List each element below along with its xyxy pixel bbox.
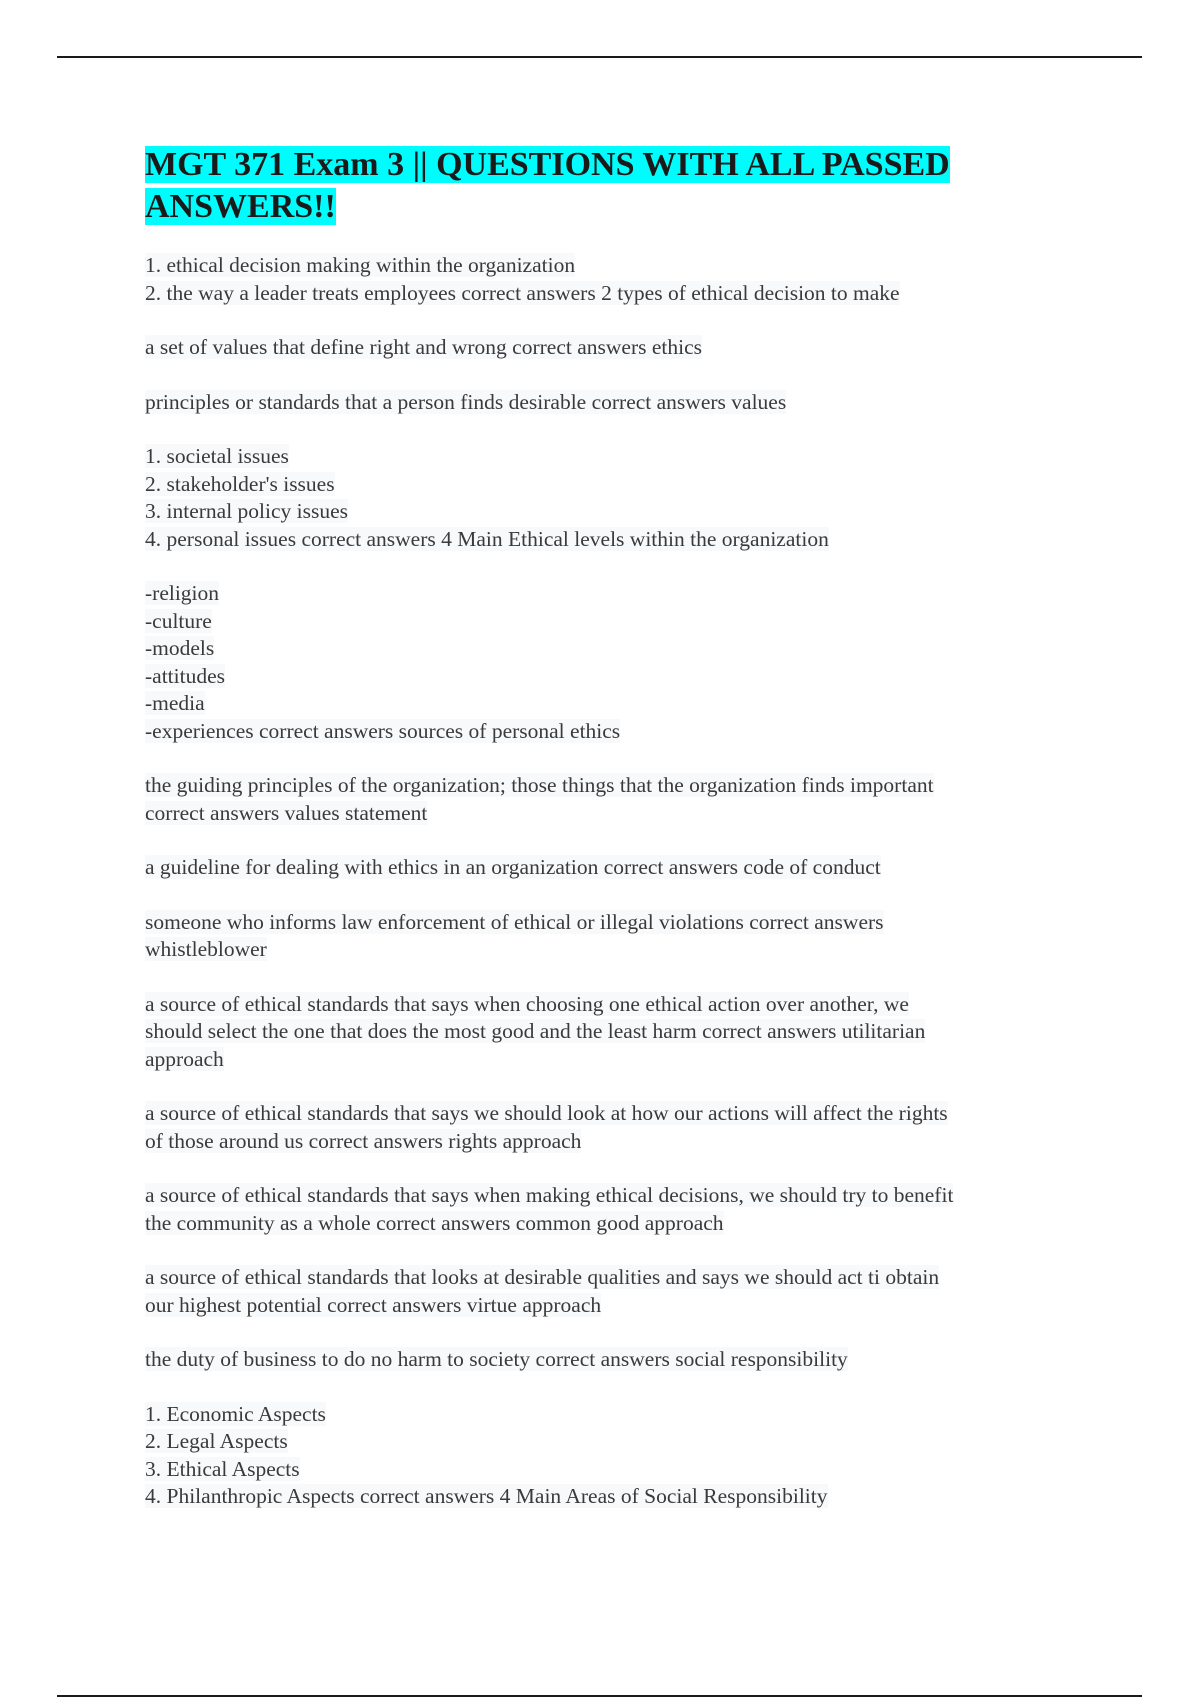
qa-line-text: should select the one that does the most good and the least harm correct answers utilitarian (145, 1019, 926, 1043)
qa-line (145, 1018, 1065, 1046)
qa-entry (145, 1100, 1065, 1155)
qa-entry (145, 1264, 1065, 1319)
qa-line (145, 526, 1065, 554)
qa-line (145, 1182, 1065, 1210)
qa-line (145, 1100, 1065, 1128)
qa-line-text: -attitudes (145, 663, 226, 688)
qa-entry (145, 1346, 1065, 1374)
qa-line (145, 471, 1065, 499)
qa-entry (145, 854, 1065, 882)
qa-entry (145, 909, 1065, 964)
qa-line-text: 4. Philanthropic Aspects correct answers 4 Main Areas of Social Responsibility (145, 1484, 828, 1508)
qa-line-text: -experiences correct answers sources of personal ethics (145, 718, 621, 743)
qa-line (145, 608, 1065, 636)
qa-line (145, 690, 1065, 718)
qa-line-text: 3. Ethical Aspects (145, 1456, 300, 1481)
qa-line-text: whistleblower (145, 937, 267, 961)
qa-entry (145, 334, 1065, 362)
qa-line-text: a source of ethical standards that says when choosing one ethical action over another, we (145, 991, 909, 1016)
qa-line (145, 1346, 1065, 1374)
qa-line-text: a source of ethical standards that says when making ethical decisions, we should try to benefit (145, 1183, 954, 1207)
document-title (145, 144, 1065, 228)
qa-line-text: the duty of business to do no harm to society correct answers social responsibility (145, 1347, 848, 1371)
qa-line (145, 1128, 1065, 1156)
qa-line (145, 498, 1065, 526)
qa-line (145, 334, 1065, 362)
qa-line (145, 389, 1065, 417)
qa-line-text: -culture (145, 608, 212, 633)
qa-line (145, 936, 1065, 964)
qa-line (145, 1210, 1065, 1238)
qa-line-text: -media (145, 691, 205, 715)
qa-entry (145, 1182, 1065, 1237)
qa-line (145, 443, 1065, 471)
qa-line-text: -religion (145, 581, 220, 605)
qa-entry (145, 580, 1065, 745)
qa-line (145, 909, 1065, 937)
qa-line (145, 1428, 1065, 1456)
qa-entry (145, 1401, 1065, 1511)
qa-line (145, 1046, 1065, 1074)
qa-line-text: the community as a whole correct answers common good approach (145, 1210, 724, 1235)
qa-line-text: the guiding principles of the organization; those things that the organization finds important (145, 773, 934, 797)
qa-line (145, 772, 1065, 800)
header-rule (57, 56, 1142, 58)
qa-entry (145, 991, 1065, 1074)
qa-line-text: 1. Economic Aspects (145, 1401, 326, 1426)
qa-entry (145, 443, 1065, 553)
qa-line-text: principles or standards that a person finds desirable correct answers values (145, 389, 787, 414)
qa-line-text: approach (145, 1046, 224, 1071)
qa-line (145, 1401, 1065, 1429)
qa-line-text: 1. ethical decision making within the organization (145, 253, 576, 277)
qa-line-text: a set of values that define right and wrong correct answers ethics (145, 335, 703, 359)
qa-line (145, 1456, 1065, 1484)
qa-line-text: a guideline for dealing with ethics in an organization correct answers code of conduct (145, 855, 881, 879)
qa-line (145, 280, 1065, 308)
title-highlight: MGT 371 Exam 3 || QUESTIONS WITH ALL PASSED ANSWERS!! (145, 146, 950, 225)
qa-line (145, 663, 1065, 691)
qa-line (145, 1264, 1065, 1292)
qa-line-text: 4. personal issues correct answers 4 Main Ethical levels within the organization (145, 526, 829, 551)
qa-line-text: someone who informs law enforcement of ethical or illegal violations correct answers (145, 909, 884, 934)
qa-line-text: -models (145, 636, 215, 660)
qa-line (145, 718, 1065, 746)
qa-list (145, 252, 1065, 1511)
qa-line-text: of those around us correct answers rights approach (145, 1128, 582, 1153)
qa-line (145, 1292, 1065, 1320)
qa-line (145, 854, 1065, 882)
document-body (145, 144, 1065, 1538)
qa-line (145, 635, 1065, 663)
footer-rule (57, 1695, 1142, 1697)
qa-line (145, 252, 1065, 280)
qa-line (145, 580, 1065, 608)
qa-line-text: 2. Legal Aspects (145, 1429, 288, 1453)
qa-entry (145, 389, 1065, 417)
qa-line-text: 1. societal issues (145, 444, 289, 468)
qa-line-text: a source of ethical standards that says we should look at how our actions will affect the rights (145, 1101, 948, 1125)
qa-line-text: 3. internal policy issues (145, 499, 349, 523)
qa-line-text: a source of ethical standards that looks at desirable qualities and says we should act ti obtain (145, 1265, 940, 1289)
qa-line-text: correct answers values statement (145, 800, 428, 825)
qa-line-text: 2. the way a leader treats employees correct answers 2 types of ethical decision to make (145, 280, 900, 305)
qa-line-text: 2. stakeholder's issues (145, 471, 335, 496)
qa-line (145, 800, 1065, 828)
qa-line-text: our highest potential correct answers virtue approach (145, 1292, 602, 1317)
qa-line (145, 991, 1065, 1019)
qa-line (145, 1483, 1065, 1511)
qa-entry (145, 252, 1065, 307)
qa-entry (145, 772, 1065, 827)
